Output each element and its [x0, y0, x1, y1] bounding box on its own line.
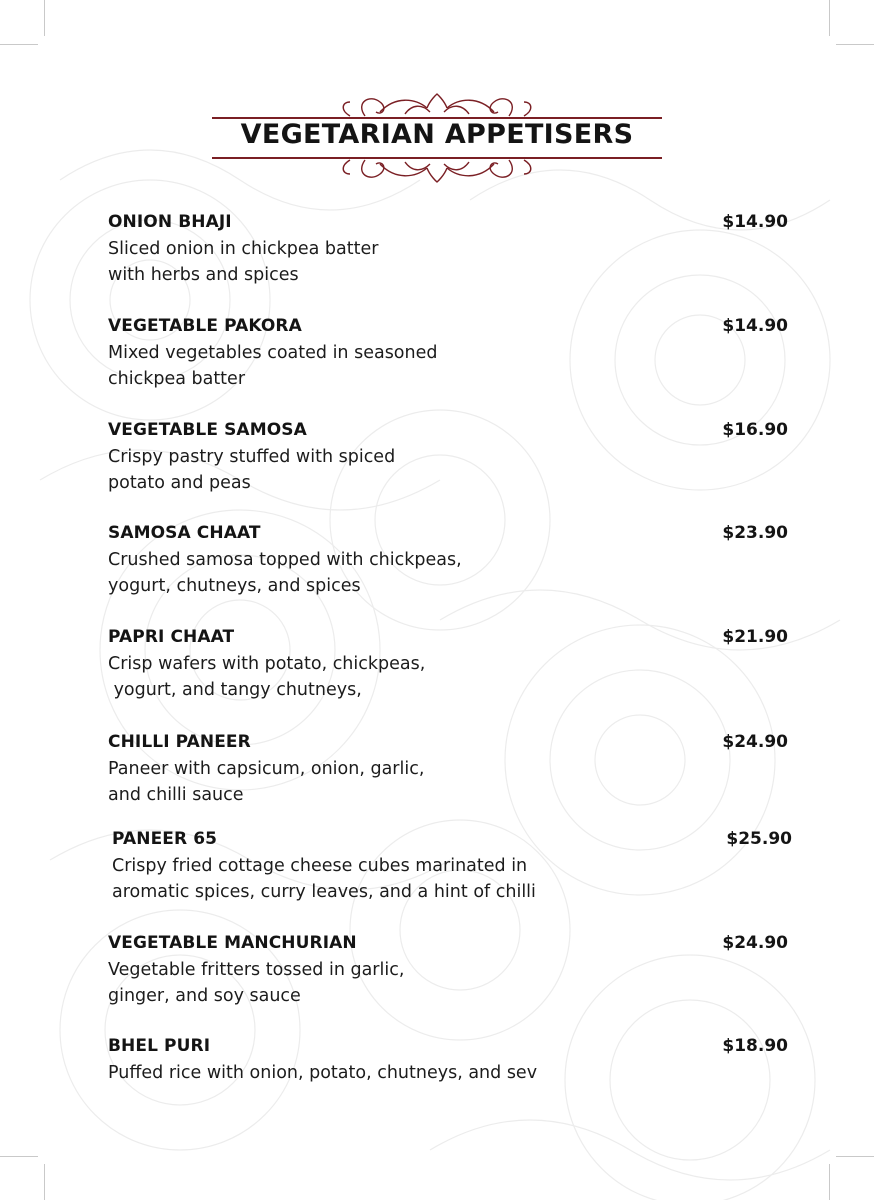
item-name: PANEER 65 — [112, 829, 218, 849]
crop-mark — [0, 1156, 38, 1157]
crop-mark — [829, 1164, 830, 1200]
menu-header — [190, 88, 684, 188]
item-description: Vegetable fritters tossed in garlic, ginger, and soy sauce — [108, 960, 405, 1006]
item-description: Crushed samosa topped with chickpeas, yogurt, chutneys, and spices — [108, 550, 462, 596]
item-name: BHEL PURI — [108, 1036, 211, 1056]
item-name: PAPRI CHAAT — [108, 627, 235, 647]
item-name: SAMOSA CHAAT — [108, 523, 261, 543]
crop-mark — [0, 44, 38, 45]
item-name: ONION BHAJI — [108, 212, 232, 232]
item-name: VEGETABLE SAMOSA — [108, 420, 307, 440]
item-description: Crispy fried cottage cheese cubes marinated in aromatic spices, curry leaves, and a hint of chilli — [112, 856, 536, 902]
item-price: $24.90 — [722, 732, 788, 752]
item-price: $21.90 — [722, 627, 788, 647]
item-description: Mixed vegetables coated in seasoned chickpea batter — [108, 343, 438, 389]
item-price: $23.90 — [722, 523, 788, 543]
crop-mark — [44, 1164, 45, 1200]
item-name: VEGETABLE PAKORA — [108, 316, 302, 336]
item-price: $24.90 — [722, 933, 788, 953]
item-price: $14.90 — [722, 316, 788, 336]
item-description: Puffed rice with onion, potato, chutneys, and sev — [108, 1063, 538, 1083]
crop-mark — [836, 44, 874, 45]
crop-mark — [829, 0, 830, 36]
crop-mark — [836, 1156, 874, 1157]
item-price: $16.90 — [722, 420, 788, 440]
item-description: Crispy pastry stuffed with spiced potato and peas — [108, 447, 396, 493]
item-description: Paneer with capsicum, onion, garlic, and chilli sauce — [108, 759, 425, 805]
item-name: VEGETABLE MANCHURIAN — [108, 933, 357, 953]
item-price: $25.90 — [726, 829, 792, 849]
crop-mark — [44, 0, 45, 36]
item-name: CHILLI PANEER — [108, 732, 251, 752]
item-price: $14.90 — [722, 212, 788, 232]
item-description: Crisp wafers with potato, chickpeas, yogurt, and tangy chutneys, — [108, 654, 426, 700]
item-price: $18.90 — [722, 1036, 788, 1056]
title-rule-bottom — [212, 157, 662, 159]
item-description: Sliced onion in chickpea batter with herbs and spices — [108, 239, 379, 285]
page-title: VEGETARIAN APPETISERS — [240, 119, 634, 150]
